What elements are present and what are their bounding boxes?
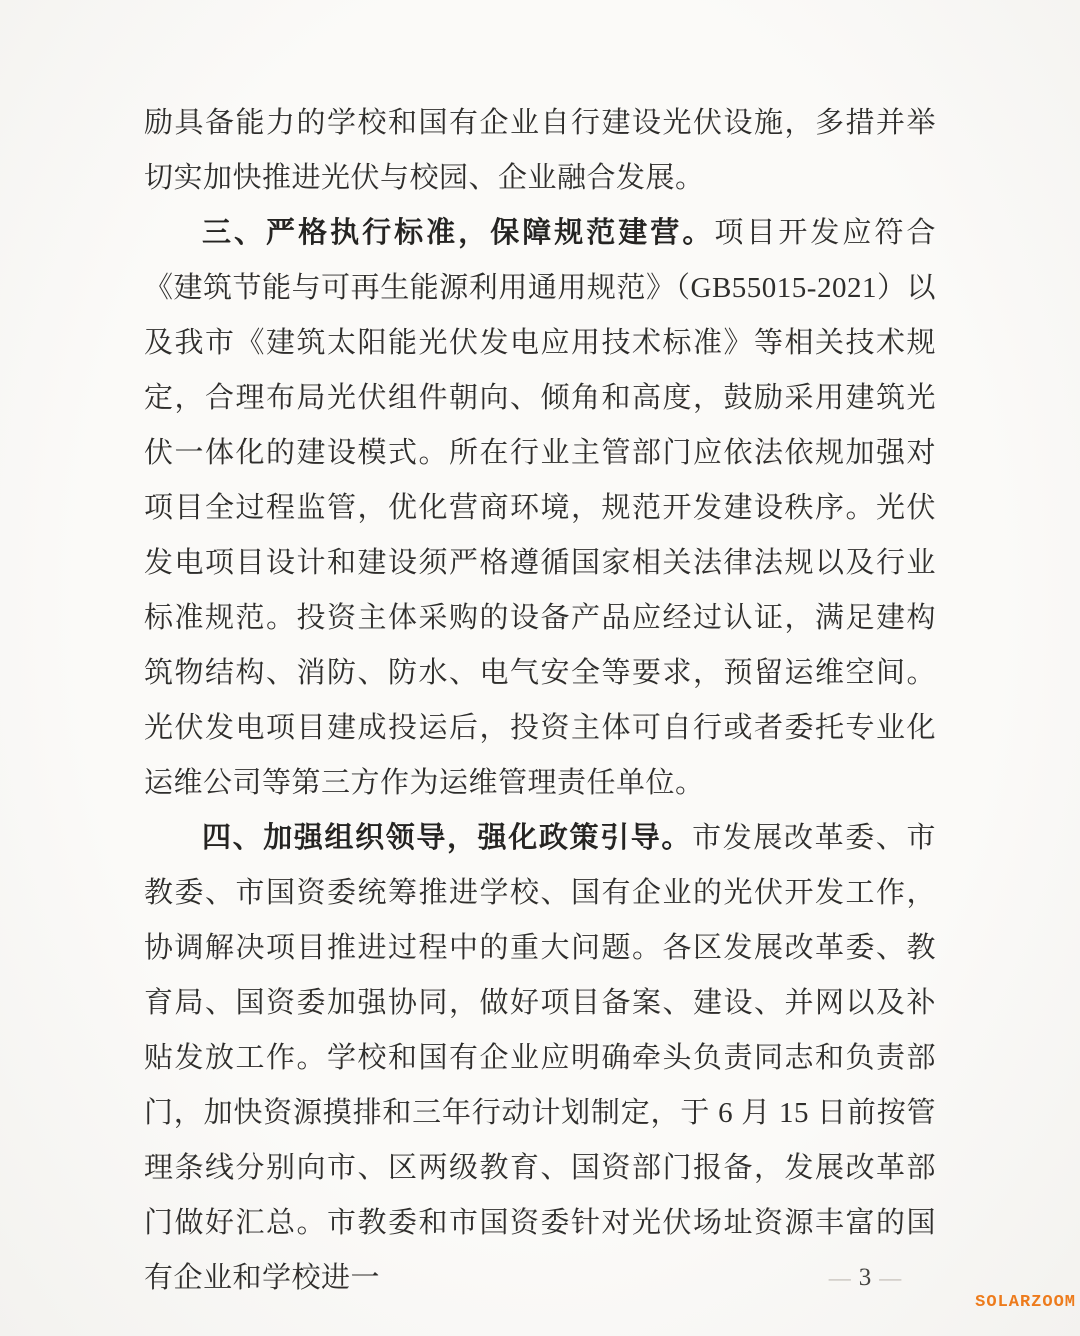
page-number: [820, 1258, 910, 1298]
solarzoom-watermark: SOLARZOOM: [975, 1293, 1076, 1312]
body-text: 励具备能力的学校和国有企业自行建设光伏设施，多措并举切实加快推进光伏与校园、企业融合发展。: [144, 107, 936, 194]
paragraph-continuation: [144, 96, 936, 206]
paragraph-section-4: [144, 811, 936, 1306]
body-text: 市发展改革委、市教委、市国资委统筹推进学校、国有企业的光伏开发工作，协调解决项目推进过程中的重大问题。各区发展改革委、教育局、国资委加强协同，做好项目备案、建设、并网以及补贴发放工作。学校和国有企业应明确牵头负责同志和负责部门，加快资源摸排和三年行动计划制定，于 6 月 15 日前按管理条线分别向市、区两级教育、国资部门报备，发展改革部门做好汇总。市教委和市国资委针对光伏场址资源丰富的国有企业和学校进一: [144, 822, 936, 1294]
page-number-value: 3: [858, 1264, 872, 1291]
page-number-dash-right: —: [879, 1265, 902, 1290]
section-heading: 四、加强组织领导，强化政策引导。: [202, 822, 693, 854]
page-number-dash-left: —: [828, 1265, 851, 1290]
paragraph-section-3: [144, 206, 936, 811]
body-text: 项目开发应符合《建筑节能与可再生能源利用通用规范》（GB55015-2021）以及我市《建筑太阳能光伏发电应用技术标准》等相关技术规定，合理布局光伏组件朝向、倾角和高度，鼓励采用建筑光伏一体化的建设模式。所在行业主管部门应依法依规加强对项目全过程监管，优化营商环境，规范开发建设秩序。光伏发电项目设计和建设须严格遵循国家相关法律法规以及行业标准规范。投资主体采购的设备产品应经过认证，满足建构筑物结构、消防、防水、电气安全等要求，预留运维空间。光伏发电项目建成投运后，投资主体可自行或者委托专业化运维公司等第三方作为运维管理责任单位。: [144, 217, 936, 799]
document-body: [144, 96, 936, 1306]
section-heading: 三、严格执行标准，保障规范建营。: [202, 217, 715, 249]
